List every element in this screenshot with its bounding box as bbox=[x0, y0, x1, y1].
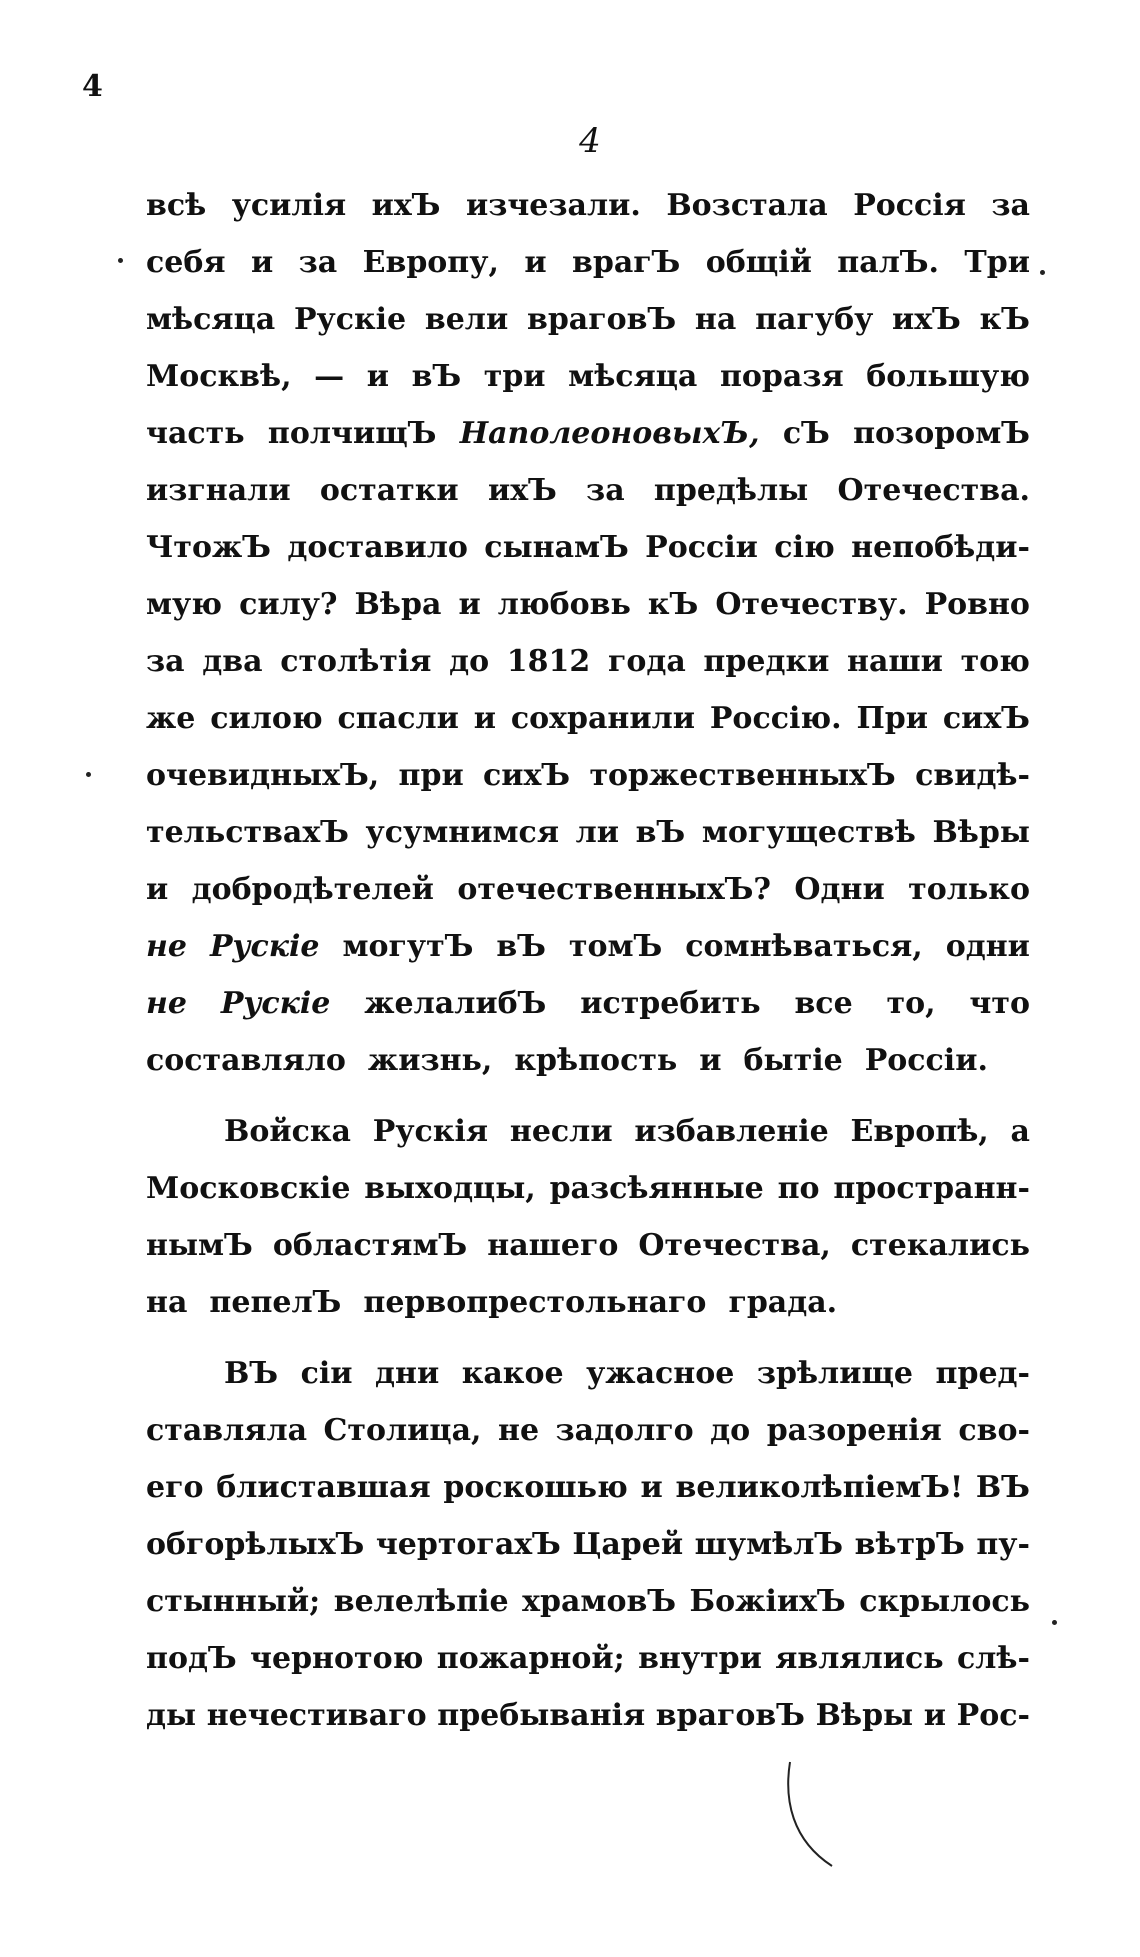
word: то, bbox=[886, 986, 936, 1021]
word: стынный; bbox=[146, 1584, 321, 1619]
word: сихЪ bbox=[942, 701, 1030, 736]
word: вели bbox=[424, 302, 509, 337]
word: два bbox=[202, 644, 263, 679]
word: великолѣпіемЪ! bbox=[675, 1470, 964, 1505]
text-line bbox=[146, 1171, 1030, 1228]
word: за bbox=[586, 473, 625, 508]
word: на bbox=[694, 302, 737, 337]
word: пу- bbox=[976, 1527, 1030, 1562]
word: кЪ bbox=[647, 587, 699, 622]
word: являлись bbox=[775, 1641, 944, 1676]
word: Рускіе bbox=[220, 986, 331, 1021]
word: Россію. bbox=[709, 701, 842, 736]
word: Царей bbox=[572, 1527, 684, 1562]
word: остатки bbox=[319, 473, 459, 508]
word: Рускіе bbox=[209, 929, 320, 964]
word: предѣлы bbox=[653, 473, 809, 508]
ink-speck bbox=[1040, 270, 1045, 275]
corner-mark: 4 bbox=[82, 69, 103, 104]
word: ВЪ bbox=[224, 1356, 279, 1391]
word: вЪ bbox=[496, 929, 546, 964]
word: Вѣры bbox=[815, 1698, 914, 1733]
word: мѣсяца bbox=[146, 302, 276, 337]
word: враговЪ bbox=[526, 302, 677, 337]
word: враговЪ bbox=[655, 1698, 805, 1733]
word: Рускіе bbox=[293, 302, 407, 337]
word: по bbox=[777, 1171, 820, 1206]
word: и bbox=[366, 359, 389, 394]
word: Одни bbox=[794, 872, 885, 907]
word: БожіихЪ bbox=[689, 1584, 846, 1619]
word: сЪ bbox=[782, 416, 830, 451]
word: Три bbox=[964, 245, 1030, 280]
word: позоромЪ bbox=[853, 416, 1030, 451]
word: и bbox=[923, 1698, 947, 1733]
word: полчищЪ bbox=[267, 416, 437, 451]
text-line bbox=[146, 1641, 1030, 1698]
word: обгорѣлыхЪ bbox=[146, 1527, 365, 1562]
word: составляло bbox=[146, 1043, 346, 1078]
word: какое bbox=[461, 1356, 564, 1391]
word: добродѣтелей bbox=[191, 872, 434, 907]
word: не bbox=[497, 1413, 540, 1448]
text-line bbox=[146, 1114, 1030, 1171]
word: тою bbox=[960, 644, 1030, 679]
word: при bbox=[398, 758, 464, 793]
word: все bbox=[794, 986, 853, 1021]
word: Отечества, bbox=[638, 1228, 831, 1263]
word: дни bbox=[374, 1356, 440, 1391]
word: ВЪ bbox=[975, 1470, 1030, 1505]
word: любовь bbox=[497, 587, 631, 622]
word: за bbox=[991, 188, 1030, 223]
word: кЪ bbox=[979, 302, 1030, 337]
word: Отечества. bbox=[837, 473, 1030, 508]
text-line bbox=[146, 587, 1030, 644]
word: задолго bbox=[555, 1413, 694, 1448]
word: Возстала bbox=[666, 188, 828, 223]
word: ихЪ bbox=[892, 302, 961, 337]
page-number: 4 bbox=[579, 121, 601, 161]
word: не bbox=[146, 986, 187, 1021]
text-line bbox=[146, 302, 1030, 359]
text-line bbox=[146, 416, 1030, 473]
text-line bbox=[146, 872, 1030, 929]
word: нечестиваго bbox=[206, 1698, 427, 1733]
text-line bbox=[146, 1043, 1030, 1100]
word: изчезали. bbox=[465, 188, 641, 223]
word: отечественныхЪ? bbox=[457, 872, 772, 907]
text-line bbox=[146, 758, 1030, 815]
word: за bbox=[298, 245, 338, 280]
word: большую bbox=[866, 359, 1030, 394]
word: и bbox=[473, 701, 496, 736]
word: вЪ bbox=[411, 359, 462, 394]
word: выходцы, bbox=[364, 1171, 536, 1206]
ink-speck bbox=[1052, 1620, 1057, 1625]
word: и bbox=[250, 245, 274, 280]
word: часть bbox=[146, 416, 245, 451]
word: — bbox=[314, 359, 345, 394]
pen-mark bbox=[780, 1760, 840, 1870]
word: сію bbox=[774, 530, 835, 565]
word: наши bbox=[847, 644, 943, 679]
text-line bbox=[146, 1527, 1030, 1584]
word: свидѣ- bbox=[915, 758, 1030, 793]
word: роскошью bbox=[443, 1470, 628, 1505]
word: торжественныхЪ bbox=[589, 758, 896, 793]
word: пред- bbox=[935, 1356, 1030, 1391]
word: года bbox=[607, 644, 686, 679]
word: блиставшая bbox=[216, 1470, 431, 1505]
word: поразя bbox=[719, 359, 844, 394]
word: града. bbox=[728, 1285, 838, 1320]
word: предки bbox=[703, 644, 830, 679]
word: пожарной; bbox=[436, 1641, 625, 1676]
word: Вѣра bbox=[354, 587, 442, 622]
word: ихЪ bbox=[371, 188, 441, 223]
word: три bbox=[483, 359, 546, 394]
word: мѣсяца bbox=[568, 359, 698, 394]
word: и bbox=[146, 872, 169, 907]
word: подЪ bbox=[146, 1641, 237, 1676]
text-line bbox=[146, 1413, 1030, 1470]
word: томЪ bbox=[568, 929, 663, 964]
word: Европѣ, bbox=[850, 1114, 989, 1149]
word: Войска bbox=[224, 1114, 351, 1149]
word: внутри bbox=[638, 1641, 762, 1676]
word: вЪ bbox=[635, 815, 686, 850]
word: храмовЪ bbox=[522, 1584, 677, 1619]
word: тельствахЪ bbox=[146, 815, 349, 850]
text-line bbox=[146, 929, 1030, 986]
word: Отечеству. bbox=[715, 587, 908, 622]
word: НаполеоновыхЪ, bbox=[459, 416, 760, 451]
word: пепелЪ bbox=[209, 1285, 342, 1320]
word: могутЪ bbox=[342, 929, 474, 964]
word: пагубу bbox=[755, 302, 874, 337]
text-line bbox=[146, 1470, 1030, 1527]
text-line bbox=[146, 1584, 1030, 1641]
word: чертогахЪ bbox=[375, 1527, 561, 1562]
word: доставило bbox=[287, 530, 468, 565]
word: велелѣпіе bbox=[333, 1584, 509, 1619]
word: мую bbox=[146, 587, 223, 622]
word: стекались bbox=[850, 1228, 1030, 1263]
word: Рускія bbox=[372, 1114, 489, 1149]
text-line bbox=[146, 986, 1030, 1043]
word: Рос- bbox=[956, 1698, 1030, 1733]
ink-speck bbox=[86, 772, 91, 777]
word: очевидныхЪ, bbox=[146, 758, 380, 793]
word: ЧтожЪ bbox=[146, 530, 271, 565]
text-line bbox=[146, 245, 1030, 302]
word: нашего bbox=[487, 1228, 619, 1263]
word: усумнимся bbox=[365, 815, 559, 850]
word: на bbox=[146, 1285, 188, 1320]
word: Вѣры bbox=[932, 815, 1030, 850]
word: сихЪ bbox=[483, 758, 571, 793]
body-text bbox=[146, 188, 1030, 1755]
word: а bbox=[1010, 1114, 1030, 1149]
word: могуществѣ bbox=[701, 815, 916, 850]
word: силою bbox=[210, 701, 323, 736]
text-line bbox=[146, 530, 1030, 587]
text-line bbox=[146, 1228, 1030, 1285]
word: разоренія bbox=[766, 1413, 942, 1448]
text-line bbox=[146, 1356, 1030, 1413]
word: разсѣянные bbox=[549, 1171, 764, 1206]
word: до bbox=[449, 644, 490, 679]
text-line bbox=[146, 188, 1030, 245]
text-line bbox=[146, 359, 1030, 416]
word: и bbox=[524, 245, 547, 280]
word: непобѣди- bbox=[851, 530, 1030, 565]
word: его bbox=[146, 1470, 204, 1505]
word: же bbox=[146, 701, 196, 736]
word: скрылось bbox=[859, 1584, 1030, 1619]
word: желалибЪ bbox=[364, 986, 547, 1021]
text-line bbox=[146, 644, 1030, 701]
word: до bbox=[710, 1413, 751, 1448]
word: сынамЪ bbox=[484, 530, 629, 565]
ink-speck bbox=[118, 258, 123, 263]
word: себя bbox=[146, 245, 226, 280]
word: вѣтрЪ bbox=[854, 1527, 965, 1562]
word: Столица, bbox=[323, 1413, 482, 1448]
word: Московскіе bbox=[146, 1171, 351, 1206]
word: одни bbox=[945, 929, 1030, 964]
word: ды bbox=[146, 1698, 197, 1733]
word: спасли bbox=[337, 701, 459, 736]
word: за bbox=[146, 644, 185, 679]
word: врагЪ bbox=[572, 245, 681, 280]
word: общій bbox=[705, 245, 812, 280]
word: не bbox=[146, 929, 187, 964]
word: ужасное bbox=[586, 1356, 735, 1391]
text-line bbox=[146, 1285, 1030, 1342]
word: несли bbox=[509, 1114, 613, 1149]
word: Европу, bbox=[362, 245, 499, 280]
word: Россіи bbox=[645, 530, 758, 565]
word: жизнь, bbox=[367, 1043, 493, 1078]
word: столѣтія bbox=[280, 644, 432, 679]
word: зрѣлище bbox=[756, 1356, 914, 1391]
word: 1812 bbox=[506, 644, 591, 679]
word: областямЪ bbox=[272, 1228, 468, 1263]
word: ставляла bbox=[146, 1413, 308, 1448]
word: сіи bbox=[300, 1356, 353, 1391]
word: сво- bbox=[958, 1413, 1030, 1448]
word: силу? bbox=[239, 587, 338, 622]
word: палЪ. bbox=[837, 245, 939, 280]
word: что bbox=[969, 986, 1030, 1021]
word: только bbox=[908, 872, 1030, 907]
word: крѣпость bbox=[514, 1043, 678, 1078]
word: и bbox=[640, 1470, 663, 1505]
word: изгнали bbox=[146, 473, 291, 508]
word: сохранили bbox=[510, 701, 696, 736]
word: и bbox=[699, 1043, 722, 1078]
text-line bbox=[146, 701, 1030, 758]
word: нымЪ bbox=[146, 1228, 253, 1263]
word: чернотою bbox=[250, 1641, 424, 1676]
word: При bbox=[856, 701, 928, 736]
word: и bbox=[458, 587, 481, 622]
word: Россія bbox=[853, 188, 966, 223]
text-line bbox=[146, 1698, 1030, 1755]
word: ли bbox=[575, 815, 620, 850]
word: всѣ bbox=[146, 188, 207, 223]
word: слѣ- bbox=[956, 1641, 1030, 1676]
word: шумѣлЪ bbox=[694, 1527, 844, 1562]
word: Москвѣ, bbox=[146, 359, 292, 394]
word: пространн- bbox=[833, 1171, 1030, 1206]
text-line bbox=[146, 815, 1030, 872]
word: Ровно bbox=[924, 587, 1030, 622]
word: Россіи. bbox=[864, 1043, 988, 1078]
text-line bbox=[146, 473, 1030, 530]
word: первопрестольнаго bbox=[363, 1285, 707, 1320]
word: ихЪ bbox=[487, 473, 557, 508]
word: пребыванія bbox=[437, 1698, 646, 1733]
word: избавленіе bbox=[634, 1114, 829, 1149]
word: сомнѣваться, bbox=[685, 929, 923, 964]
word: усилія bbox=[231, 188, 347, 223]
word: бытіе bbox=[743, 1043, 843, 1078]
word: истребить bbox=[580, 986, 761, 1021]
